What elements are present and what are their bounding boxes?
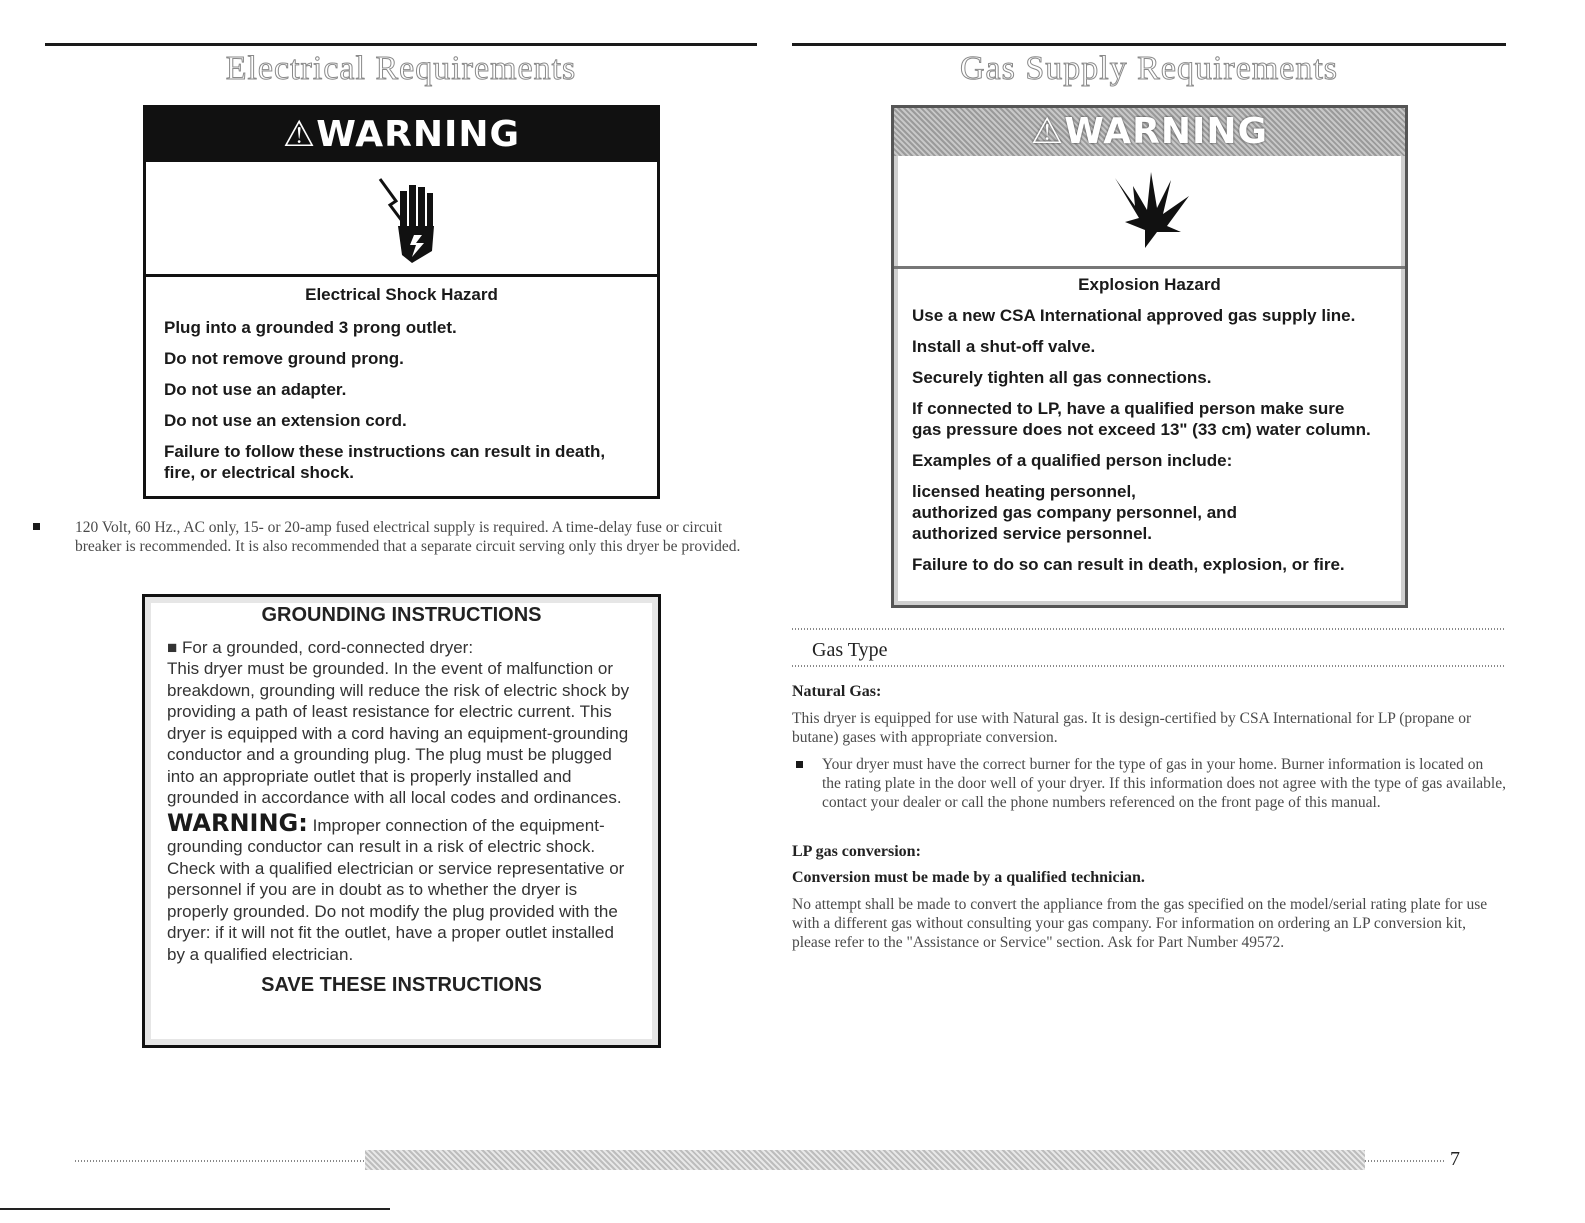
warning-line: Securely tighten all gas connections. [912,368,1212,387]
example-item: authorized gas company personnel, and [912,503,1237,522]
warning-line: Do not use an adapter. [164,380,347,399]
electrical-warning-box [143,105,660,499]
explosion-icon-area [894,156,1405,269]
gas-supply-requirements-title: Gas Supply Requirements [959,50,1339,87]
lp-conversion-label: LP gas conversion: [792,843,921,860]
example-item: authorized service personnel. [912,524,1152,543]
electric-shock-hand-icon [362,171,442,266]
natural-gas-label: Natural Gas: [792,683,882,700]
shock-icon-area [146,162,657,277]
warning-header: ⚠WARNING [894,108,1405,156]
footer-dotted-line-left [75,1160,375,1162]
electrical-requirements-title: Electrical Requirements [225,50,577,87]
grounding-warning-word: WARNING: [167,808,308,837]
bullet-marker [33,523,40,530]
footer-band [365,1150,1365,1170]
square-bullet-icon: ■ [167,637,182,657]
warning-triangle-icon: ⚠ [1030,111,1065,152]
left-top-rule [45,43,757,46]
warning-line: Install a shut-off valve. [912,337,1096,356]
gas-type-bottom-rule [792,665,1506,667]
warning-line: If connected to LP, have a qualified person make sure gas pressure does not exceed 13" (33 cm) water column. [912,399,1371,439]
gas-type-top-rule [792,628,1506,630]
grounding-instructions-box [142,594,661,1048]
save-instructions: SAVE THESE INSTRUCTIONS [261,974,542,996]
gas-type-heading: Gas Type [812,639,888,661]
qualified-examples [912,481,1387,544]
grounding-bullet: ■ For a grounded, cord-connected dryer: [167,637,474,657]
hazard-title: Electrical Shock Hazard [305,285,498,304]
example-item: licensed heating personnel, [912,482,1136,501]
grounding-warning-text: Improper connection of the equipment-grounding conductor can result in a risk of electric shock. Check with a qualified electrician or service representative or personnel if you are in doubt as to whether the dryer is properly grounded. Do not modify the plug provided with the dryer: if it will not fit the outlet, have a proper outlet installed by a qualified electrician. [167,815,625,964]
footer-dotted-line-right [1365,1160,1445,1162]
warning-line: Use a new CSA International approved gas supply line. [912,306,1356,325]
lp-conversion-text: No attempt shall be made to convert the appliance from the gas specified on the model/serial rating plate for use with a different gas without consulting your gas company. For information on ordering an LP conversion kit, please refer to the "Assistance or Service" section. Ask for Part Number 49572. [792,896,1488,951]
warning-line: Do not use an extension cord. [164,411,407,430]
hazard-title: Explosion Hazard [1078,275,1221,294]
gas-warning-box [891,105,1408,608]
right-top-rule [792,43,1506,46]
warning-line: Plug into a grounded 3 prong outlet. [164,318,457,337]
natural-gas-text: This dryer is equipped for use with Natural gas. It is design-certified by CSA International for LP (propane or butane) gases with appropriate conversion. [792,710,1472,746]
warning-line: Do not remove ground prong. [164,349,404,368]
bullet-marker [796,761,803,768]
warning-line: Failure to do so can result in death, explosion, or fire. [912,555,1345,574]
burner-info-text: Your dryer must have the correct burner for the type of gas in your home. Burner information is located on the rating plate in the door well of your dryer. If this information does not agree with the type of gas available, contact your dealer or call the phone numbers referenced on the front page of this manual. [822,756,1506,811]
page-number: 7 [1450,1148,1460,1170]
bottom-edge-line [0,1208,390,1210]
grounding-title: GROUNDING INSTRUCTIONS [261,604,542,626]
grounding-warning [167,808,636,966]
warning-line: Examples of a qualified person include: [912,451,1233,470]
grounding-paragraph: This dryer must be grounded. In the event of malfunction or breakdown, grounding will reduce the risk of electric shock by providing a path of least resistance for electric current. This dryer is equipped with a cord having an equipment-grounding conductor and a grounding plug. The plug must be plugged into an appropriate outlet that is properly installed and grounded in accordance with all local codes and ordinances. [167,659,630,807]
explosion-icon [1105,166,1195,256]
warning-triangle-icon: ⚠ [282,114,317,155]
warning-line: Failure to follow these instructions can result in death, fire, or electrical shock. [164,442,606,482]
power-supply-text: 120 Volt, 60 Hz., AC only, 15- or 20-amp fused electrical supply is required. A time-delay fuse or circuit breaker is recommended. It is also recommended that a separate circuit serving only this dryer be provided. [75,519,741,555]
warning-header: ⚠WARNING [146,108,657,162]
lp-conversion-requirement: Conversion must be made by a qualified technician. [792,869,1145,886]
